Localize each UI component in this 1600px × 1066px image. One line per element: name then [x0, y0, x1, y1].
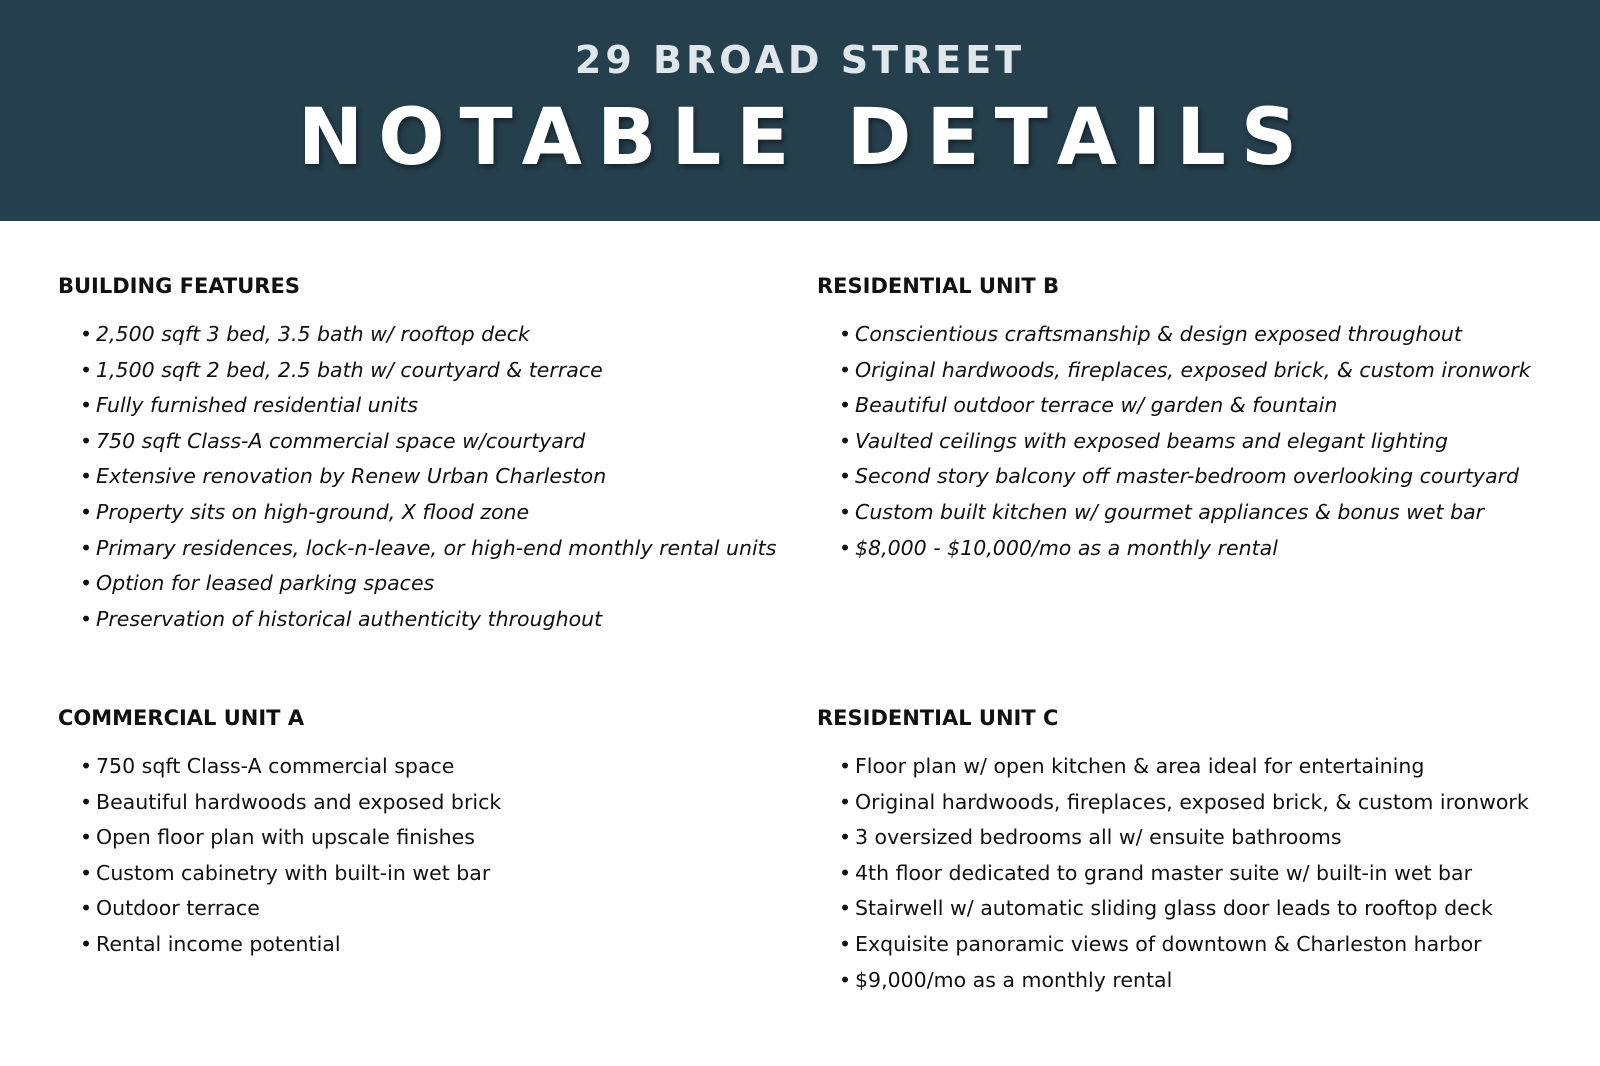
- list-item: • 4th floor dedicated to grand master suite w/ built-in wet bar: [839, 856, 1557, 892]
- list-item: • Stairwell w/ automatic sliding glass door leads to rooftop deck: [839, 891, 1557, 927]
- list-item: • Beautiful outdoor terrace w/ garden & fountain: [839, 388, 1557, 424]
- feature-list: [817, 317, 1557, 566]
- feature-list: [817, 749, 1557, 998]
- list-item: • Custom cabinetry with built-in wet bar: [80, 856, 798, 892]
- list-item: • 3 oversized bedrooms all w/ ensuite bathrooms: [839, 820, 1557, 856]
- section-heading: RESIDENTIAL UNIT B: [817, 274, 1059, 298]
- page-title: NOTABLE DETAILS: [297, 93, 1313, 183]
- list-item: • Exquisite panoramic views of downtown & Charleston harbor: [839, 927, 1557, 963]
- list-item: • Fully furnished residential units: [80, 388, 798, 424]
- section-commercial-unit-a: [58, 705, 798, 963]
- list-item: • 1,500 sqft 2 bed, 2.5 bath w/ courtyard & terrace: [80, 353, 798, 389]
- list-item: • Property sits on high-ground, X flood zone: [80, 495, 798, 531]
- list-item: • Primary residences, lock-n-leave, or high-end monthly rental units: [80, 531, 798, 567]
- section-residential-unit-c: [817, 705, 1557, 998]
- list-item: • Rental income potential: [80, 927, 798, 963]
- list-item: • Open floor plan with upscale finishes: [80, 820, 798, 856]
- list-item: • Option for leased parking spaces: [80, 566, 798, 602]
- list-item: • 2,500 sqft 3 bed, 3.5 bath w/ rooftop deck: [80, 317, 798, 353]
- list-item: • Second story balcony off master-bedroom overlooking courtyard: [839, 459, 1557, 495]
- section-residential-unit-b: [817, 273, 1557, 566]
- list-item: • Original hardwoods, fireplaces, exposed brick, & custom ironwork: [839, 785, 1557, 821]
- header-banner: [0, 0, 1600, 221]
- list-item: • $8,000 - $10,000/mo as a monthly rental: [839, 531, 1557, 567]
- list-item: • Floor plan w/ open kitchen & area ideal for entertaining: [839, 749, 1557, 785]
- list-item: • 750 sqft Class-A commercial space: [80, 749, 798, 785]
- list-item: • Beautiful hardwoods and exposed brick: [80, 785, 798, 821]
- feature-list: [58, 317, 798, 637]
- section-heading: COMMERCIAL UNIT A: [58, 706, 305, 730]
- list-item: • Conscientious craftsmanship & design exposed throughout: [839, 317, 1557, 353]
- feature-list: [58, 749, 798, 963]
- list-item: • Outdoor terrace: [80, 891, 798, 927]
- section-heading: RESIDENTIAL UNIT C: [817, 706, 1059, 730]
- section-building-features: [58, 273, 798, 637]
- page-subtitle: 29 BROAD STREET: [574, 38, 1026, 82]
- list-item: • Preservation of historical authenticity throughout: [80, 602, 798, 638]
- list-item: • 750 sqft Class-A commercial space w/courtyard: [80, 424, 798, 460]
- list-item: • $9,000/mo as a monthly rental: [839, 963, 1557, 999]
- section-heading: BUILDING FEATURES: [58, 274, 300, 298]
- list-item: • Extensive renovation by Renew Urban Charleston: [80, 459, 798, 495]
- list-item: • Original hardwoods, fireplaces, exposed brick, & custom ironwork: [839, 353, 1557, 389]
- list-item: • Custom built kitchen w/ gourmet appliances & bonus wet bar: [839, 495, 1557, 531]
- list-item: • Vaulted ceilings with exposed beams and elegant lighting: [839, 424, 1557, 460]
